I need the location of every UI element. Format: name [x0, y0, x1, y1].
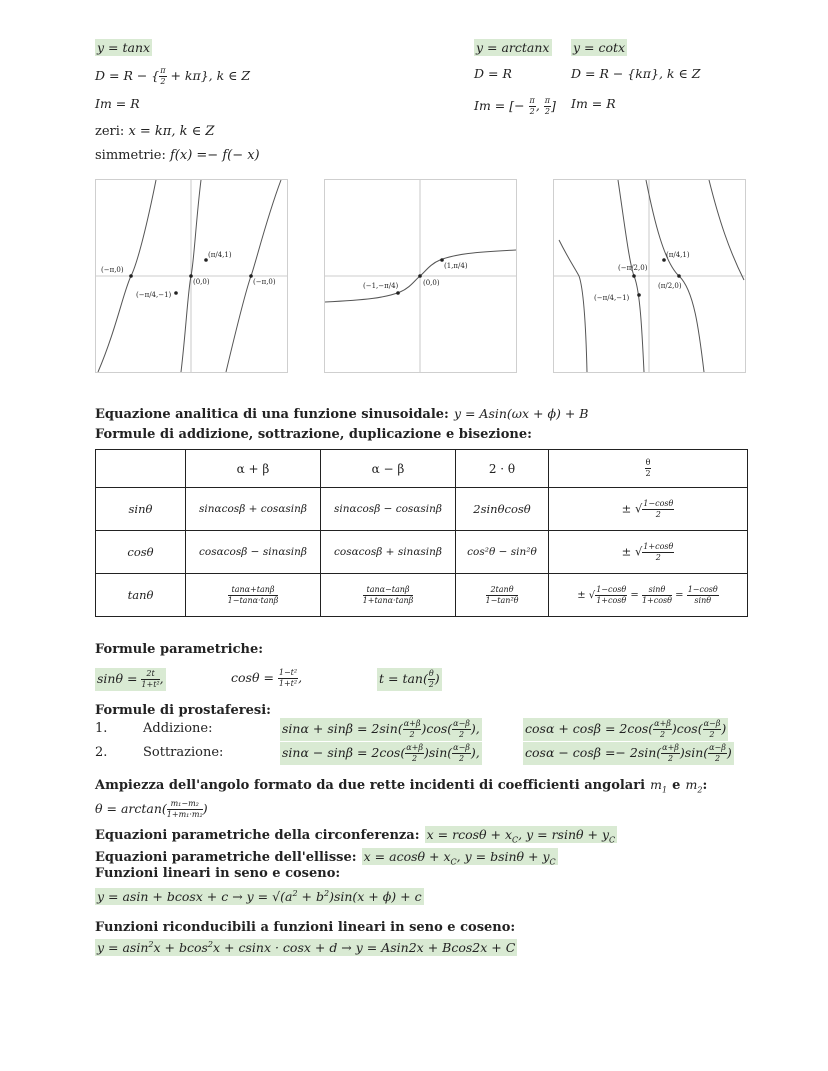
header-add: α + β	[186, 450, 321, 488]
circle-label: Equazioni parametriche della circonferenza:	[95, 828, 420, 843]
sinusoidal-formula: y = Asin(ωx + ϕ) + B	[453, 406, 589, 421]
tan-title: y = tanx	[97, 40, 151, 55]
arctan-label-origin: (0,0)	[423, 279, 440, 287]
row-tan-add: $\frac{\tan\alpha+\tan\beta}{1-\tan\alpha\cdot\tan\beta}$	[186, 574, 321, 617]
parametric-cos: cosθ = $\frac{\text{1−t²}}{\text{1+t²}}$ ,	[231, 668, 303, 688]
cot-label-pi2: (π/2,0)	[658, 282, 682, 290]
arctan-image: Im = [− $\frac{\pi}{2}$ , $\frac{\pi}{2}$ ]	[474, 96, 556, 116]
angle-title: Ampiezza dell'angolo formato da due rette incidenti di coefficienti angolari	[95, 778, 646, 793]
ellipse-formula: $x = acos\theta + x_C$, $y = bsin\theta + y_C$	[363, 849, 556, 867]
row-sin-bis: ± √ $\frac{1-\cos\theta}{2}$	[549, 488, 748, 531]
tan-simmetrie: simmetrie: f(x) =− f(− x)	[95, 148, 260, 163]
tan-label-pi: (−π,0)	[253, 278, 276, 286]
prost-sin-add: sinα + sinβ = 2sin( $\frac{\alpha+\beta}{2}$ )cos( $\frac{\alpha-\beta}{2}$ ),	[282, 719, 480, 739]
row-tan-dup: $\frac{2\tan\theta}{\text{1−tan²θ}}$	[456, 574, 549, 617]
row-tan-sub: $\frac{\tan\alpha-\tan\beta}{1+\tan\alpha\cdot\tan\beta}$	[321, 574, 456, 617]
prost-num-2: 2.	[95, 745, 108, 760]
row-tan-bis: ± √ $\frac{1-\cos\theta}{1+\cos\theta}$ = $\frac{\sin\theta}{1+\cos\theta}$ = $\frac{1-\cos\theta}{\sin\theta}$	[549, 574, 748, 617]
prost-name-1: Addizione:	[143, 721, 213, 736]
row-cos-name: cosθ	[96, 531, 186, 574]
tan-label-origin: (0,0)	[193, 278, 210, 286]
prost-sin-sub: sinα − sinβ = 2cos( $\frac{\alpha+\beta}{2}$ )sin( $\frac{\alpha-\beta}{2}$ ),	[282, 743, 480, 763]
arctan-domain: D = R	[474, 66, 512, 81]
angle-formula: θ = arctan( $\frac{\text{m₁−m₂}}{\text{1+m₁·m₂}}$ )	[95, 799, 208, 819]
ellipse-line	[95, 846, 558, 867]
arctan-label-1: (1,π/4)	[444, 262, 468, 270]
row-tan-name: tanθ	[96, 574, 186, 617]
tan-label-neg-pi: (−π,0)	[101, 266, 124, 274]
tan-domain: D = R − { $\frac{\pi}{2}$ + kπ}, k ∈ Z	[95, 66, 251, 86]
prost-num-1: 1.	[95, 721, 108, 736]
arctan-graph	[324, 179, 517, 373]
reducible-formula: y = asin$^2$x + bcos$^2$x + csinx · cosx + d → y = Asin2x + Bcos2x + C	[97, 940, 516, 956]
prostaferesi-title: Formule di prostaferesi:	[95, 703, 271, 718]
parametric-t: t = tan( $\frac{\theta}{2}$ )	[379, 669, 440, 689]
tan-image: Im = R	[95, 96, 140, 111]
row-sin-add: sinαcosβ + cosαsinβ	[186, 488, 321, 531]
parametric-title: Formule parametriche:	[95, 642, 264, 657]
header-bis: $\frac{\theta}{2}$	[549, 450, 748, 488]
row-cos-dup: cos²θ − sin²θ	[456, 531, 549, 574]
trig-formula-table	[95, 449, 748, 617]
reducible-label: Funzioni riconducibili a funzioni lineari in seno e coseno:	[95, 920, 516, 935]
prost-cos-add: cosα + cosβ = 2cos( $\frac{\alpha+\beta}{2}$ )cos( $\frac{\alpha-\beta}{2}$ )	[525, 719, 727, 739]
row-cos-sub: cosαcosβ + sinαsinβ	[321, 531, 456, 574]
tan-label-neg-pi4: (−π/4,−1)	[136, 291, 172, 299]
prost-name-2: Sottrazione:	[143, 745, 224, 760]
cot-image: Im = R	[571, 96, 616, 111]
row-cos-bis: ± √ $\frac{1+\cos\theta}{2}$	[549, 531, 748, 574]
cot-domain: D = R − {kπ}, k ∈ Z	[571, 66, 701, 81]
header-sub: α − β	[321, 450, 456, 488]
arctan-title: y = arctanx	[476, 40, 550, 55]
circle-formula: $x = rcos\theta + x_C$, $y = rsin\theta + y_C$	[426, 827, 616, 845]
tan-graph	[95, 179, 288, 373]
sinusoidal-label: Equazione analitica di una funzione sinusoidale:	[95, 407, 449, 422]
parametric-sin: sinθ = $\frac{2t}{\text{1+t²}}$ ,	[97, 669, 164, 689]
linear-label: Funzioni lineari in seno e coseno:	[95, 866, 341, 881]
tan-zeri: zeri: x = kπ, k ∈ Z	[95, 124, 215, 139]
row-sin-dup: 2sinθcosθ	[456, 488, 549, 531]
row-cos-add: cosαcosβ − sinαsinβ	[186, 531, 321, 574]
tan-label-pi4: (π/4,1)	[208, 251, 232, 259]
angle-title-line: Ampiezza dell'angolo formato da due rette incidenti di coefficienti angolari $m_1$ e $m_2$:	[95, 777, 708, 795]
circle-line	[95, 824, 617, 845]
cot-title: y = cotx	[573, 40, 626, 55]
table-title: Formule di addizione, sottrazione, duplicazione e bisezione:	[95, 427, 532, 442]
cot-label-neg-pi4: (−π/4,−1)	[594, 294, 630, 302]
ellipse-label: Equazioni parametriche dell'ellisse:	[95, 850, 357, 865]
row-sin-name: sinθ	[96, 488, 186, 531]
linear-formula: $y = asin + bcosx + c \to y = √(a^2 + b^2)\sin(x + \phi) + c$	[97, 889, 422, 905]
row-sin-sub: sinαcosβ − cosαsinβ	[321, 488, 456, 531]
cot-graph	[553, 179, 746, 373]
header-dup: 2 · θ	[456, 450, 549, 488]
cot-label-pi4: (π/4,1)	[666, 251, 690, 259]
sinusoidal-line	[95, 403, 588, 422]
cot-label-neg-pi2: (−π/2,0)	[618, 264, 648, 272]
prost-cos-sub: cosα − cosβ =− 2sin( $\frac{\alpha+\beta}{2}$ )sin( $\frac{\alpha-\beta}{2}$ )	[525, 743, 732, 763]
arctan-label-neg1: (−1,−π/4)	[363, 282, 399, 290]
